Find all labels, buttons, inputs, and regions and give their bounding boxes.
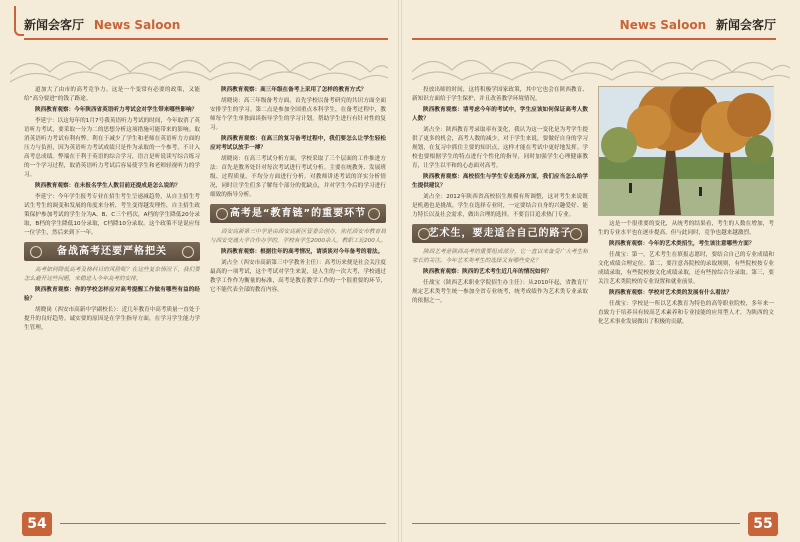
header-title-en: News Saloon <box>93 18 181 32</box>
left-page-header <box>24 14 186 36</box>
header-title-en: News Saloon <box>619 18 707 32</box>
footer-rule <box>60 523 386 524</box>
paragraph: 刘占全（西安市高新第三中学教务主任）：高考历来便是社会关注度最高的一项考试，这个考试对学生来说，是人生的一次大考，学校通过教学工作作为衡量的标准，高考是教育教学工作的一个很重要的环节，它不能代表全部的教育内容。 <box>210 260 386 293</box>
section-intro: 高考如何降低高考及格科目的风险呢？在这些复杂情况下，我们要怎么避开这些问题，来稳进入今年高考的安排。 <box>24 267 200 282</box>
paragraph: 李延宁：以这每年的1月7号我英语听力考试的时间，今年取消了英语听力考试，要采取一分为二的思想分析这项措施可能带来的影响。取消英语听力考试有利有弊。利在于减少了学生和老师在英语听力方面的压力与负担，因为英语听力考试成绩只是作为录取的一个参考。不计入高考总成绩。弊端在于利于英语的综合学习，语言是听说读写综合练习的一个学习过程，取消英语听力考试后容易使学生和老师轻视听力的学习。 <box>24 118 200 178</box>
section-heading: 艺术生，要走适合自己的路子 <box>412 224 588 243</box>
campus-photo <box>598 86 774 216</box>
header-rule <box>412 38 776 40</box>
paragraph: 李延宁：今年学生报考专业在招生考生呈递减趋势，从自主招生考试生考生的调变和发展的角度来分析，考生变得越发理性，自主招生政策保护参加考试的学生分为A、B、C三个档次，A档的学生降低20分录取，B档的学生降低10分录取，C档降10分录取。这个政策不是说应每一位学生，然后来到下一年。 <box>24 194 200 236</box>
section-heading: 备战高考还要严格把关 <box>24 242 200 261</box>
paragraph: 胡晓岗：在高三考试分析方面，学校采取了三个层面的工作推进方法：首先是教务处针对每次考试进行考试分析。主要在统教务、发展班级、过程质量。不均分方面进行分析。对教师讲述考试的详实分析情况，同时让学生们多了解每个部分的优缺点，并对学生今后的学习进行细致的指导分析。 <box>210 156 386 198</box>
question: 陕西教育观察：你的学校怎样应对高考提醒工作做有哪些有益的经验？ <box>24 287 200 302</box>
question: 陕西教育观察：根据往年的高考情况，请谈谈对今年备考的看法。 <box>221 249 384 255</box>
right-page <box>402 0 800 542</box>
paragraph: 道加大了由市的高考竞争力。这是一个变常有必要的政策，又能给“高分要进”的钱了路途。 <box>24 87 200 102</box>
left-column-1 <box>24 86 200 506</box>
paragraph: 任战宝（陕西艺术职业学院招生办主任）：从2010年起，省教育厅规定艺术类考生统一参加全省专业统考，统考成绩作为艺术类专业录取的依据之一。 <box>412 280 588 304</box>
question: 陕西教育观察：学校对艺术类的发展有什么看法？ <box>609 290 733 296</box>
paragraph: 胡晓岗（西安市高新中学副校长）：近几年教育中高考质量一直处于提升的良好趋势。诚实要的原因是在学生指导方面，在学习学生能力学生管理。 <box>24 307 200 331</box>
question: 陕西教育观察：请考虑今年的考试中，学生应该如何保证高考人数人数？ <box>412 107 588 122</box>
paragraph: 任战宝：第一，艺术考生在填报志愿时，要结合自己的专业成绩和文化成绩合理定位。第二，要注意各院校的录取规则，有些院校按专业成绩录取，有些院校按文化成绩录取，还有些按综合分录取。第三，要关注艺术类院校的专业设置和就业前景。 <box>598 252 774 285</box>
header-rule <box>24 38 388 40</box>
question: 陕西教育观察：高校招生与学生专业选择方面，我们应当怎么给学生提供建议？ <box>412 174 588 189</box>
question: 陕西教育观察：今年的艺术类招生，考生该注意哪些方面？ <box>609 241 755 247</box>
paragraph: 投放出师的时间，这将积极学国家政策，其中它也会在陕西教育、新知识方面给于学生保护，并且改善教学环境情况。 <box>412 87 588 102</box>
header-title-cn: 新闻会客厅 <box>715 18 776 32</box>
paragraph: 胡晓岗：高三年级备考方面，首先学校以备考研究的共识方面全面安排学生的学习。第二点是参加全国重点本科学生，在备考过程中，教师每个学生单独面谈指导学生的学习计划，帮助学生进行有针对性的复习。 <box>210 98 386 131</box>
section-intro: 陕西艺考是陕西高考的重要组成部分，它一直以来备受广大考生和家长的关注。今年艺术类考生的选择又有哪些变化？ <box>412 249 588 264</box>
question: 陕西教育观察：在未报名学生人数目前还提成是怎么说的？ <box>35 183 181 189</box>
question: 陕西教育观察：陕西的艺术考生近几年的情况如何？ <box>423 269 552 275</box>
left-column-2 <box>210 86 386 506</box>
right-column-2 <box>598 86 774 516</box>
header-title-cn: 新闻会客厅 <box>24 18 85 32</box>
paragraph: 刘占全：2012年陕西省高校招生规模有所调整，这对考生来说既是机遇也是挑战。学生在选择专业时，一定要结合自身的兴趣爱好、能力特长以及社会需求，做出合理的选择，不要盲目追求热门专业。 <box>412 194 588 218</box>
paragraph: 任战宝：学校是一所以艺术教育为特色的高等职业院校，多年来一直致力于培养具有较高艺术素养和专业技能的应用型人才，为陕西的文化艺术事业发展做出了积极的贡献。 <box>598 301 774 325</box>
cloud-ornament-band <box>412 44 790 86</box>
footer-rule <box>412 523 740 524</box>
cloud-ornament-band <box>10 44 388 86</box>
question: 陕西教育观察：在高三的复习备考过程中，我们要怎么让学生轻松应对考试以放手一搏？ <box>210 136 386 151</box>
header-hook-ornament <box>14 6 24 36</box>
paragraph: 刘占全：陕西教育考录取率有变化，我认为这一变化是为考学生提供了更多的机会，高考人数的减少，对于学生来说，要做好自身的学习规划，在复习中抓住主要的知识点，这样才能在考试中更好地发挥。学校也要根据学生的特点进行个性化的指导，同时加强学生心理健康教育，让学生以平和的心态面对高考。 <box>412 127 588 169</box>
left-page <box>0 0 398 542</box>
page-number: 55 <box>748 512 778 536</box>
page-number: 54 <box>22 512 52 536</box>
question: 陕西教育观察：高三年级在备考上采用了怎样的教育方式？ <box>221 87 367 93</box>
section-intro: 西安高新第三中学是由西安高新区管委会创办，依托西安市教育局与西安交通大学合作办学的，学校有学生2000余人，教职工近200人。 <box>210 229 386 244</box>
right-page-header <box>614 14 776 36</box>
question: 陕西教育观察：今年陕西省英语听力考试会对学生带来哪些影响？ <box>35 107 198 113</box>
paragraph: 这是一个很重要的变化，从统考的结果看，考生的人数在增加，考生的专业水平也在逐步提高，但与此同时，竞争也越来越激烈。 <box>598 221 774 236</box>
section-heading: 高考是“教育链”的重要环节 <box>210 204 386 223</box>
right-column-1 <box>412 86 588 516</box>
